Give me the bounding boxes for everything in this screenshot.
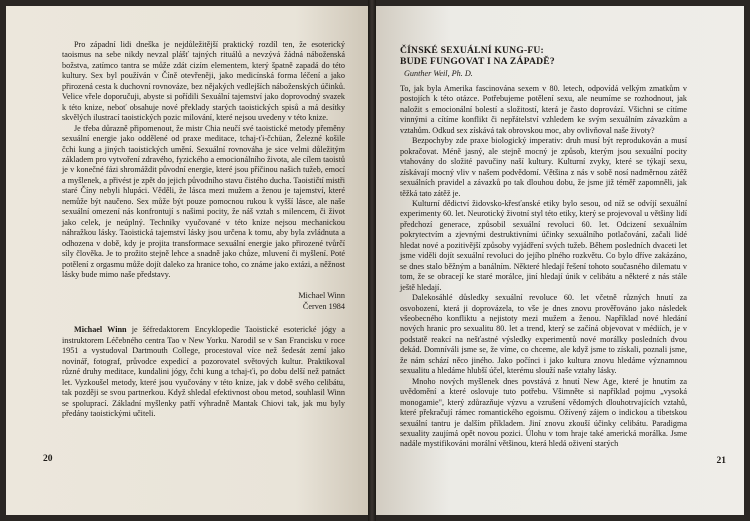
page-number-left: 20	[43, 454, 53, 464]
right-text-column	[400, 84, 687, 450]
chapter-author: Gunther Weil, Ph. D.	[404, 69, 473, 78]
signature-date: Červen 1984	[302, 301, 345, 311]
right-paragraph-1: To, jak byla Amerika fascinována sexem v 80. letech, odpovídá velkým zmatkům v postojích k této otázce. Potřebujeme potělení sexu, ale neumíme se rozhodnout, jak naložit s emocionální bolestí a složitostí, která je často doprovází. Všichni se cítíme vinnými a cítíme konflikt či nepřátelství vzhledem ke svým sexuálním závazkům a vztahům. Odkud sex získává tak obrovskou moc, aby ovlivňoval naše životy?	[400, 84, 687, 135]
signature-name: Michael Winn	[298, 291, 345, 301]
chapter-title-line-2: BUDE FUNGOVAT I NA ZÁPADĚ?	[400, 56, 555, 67]
right-paragraph-2: Bezpochyby zde praxe biologický imperativ: druh musí být reprodukován a musí pokračovat. Méně jasný, ale stejně mocný je způsob, kterým jsou sexuální pocity vtahovány do složité pavučiny naší kultury. Kulturní zvyky, které se týkají sexu, získávají mocný vliv v našem podvědomí. Většina z nás v sobě nosí nadměrnou zátěž sexuálních pravidel a závazků po tak dlouhou dobu, že jsme již téměř zapomněli, jak těžká tato zátěž je.	[400, 136, 687, 198]
chapter-title	[400, 45, 700, 67]
bio-text: je šéfredaktorem Encyklopedie Taoistické esoterické jógy a instruktorem Léčebného centra Tao v New Yorku. Narodil se v San Francisku v roce 1951 a vystudoval Dartmouth College, procestoval více než šedesát zemí jako novinář, fotograf, průvodce expedicí a pozorovatel světových kultur. Praktikoval různé druhy meditace, kundalini jógy, čchi kung a tchaj-ťi, po dobu delší než patnáct let. Vyzkoušel metody, které jsou vyučovány v této knize, jak v době svého celibátu, tak později se svou partnerkou. Když shledal efektivnost obou metod, souhlasil Winn se spoluprací. Základní myšlenky patří výhradně Mantak Chiovi tak, jak mu byly předány taoistickými učiteli.	[62, 325, 345, 418]
bio-name: Michael Winn	[74, 325, 127, 335]
left-paragraph-1: Pro západní lidi dneška je nejdůležitější praktický rozdíl ten, že esoterický taoismus na sebe nikdy nevzal plášť tajných rituálů a nevzývá žádná náboženská božstva, zatímco tantra se může zdát cizím elementem, který špatně zapadá do této kultury. Sex byl používán v Číně otevřeněji, jako medicínská forma léčení a jako přirozená cesta k duchovní rovnováze, bez nějakých vedlejších náboženských účinků. Velice vřele doporučuji, abyste si pořídili Sexuální tajemství jako doprovodný svazek k této knize, neboť obsahuje nové překlady starých taoistických spisů a má desítky skvělých ilustrací taoistických pozic milování, které nejsou uvedeny v této knize.	[62, 40, 345, 123]
right-paragraph-3: Kulturní dědictví židovsko-křesťanské etiky bylo sesou, od níž se odvíjí sexuální experimenty 60. let. Neurotický životní styl této etiky, který se projevoval u většiny lidí předchozí generace, způsobil sexuální revoluci 60. let. Odcizení sexuálním pokrytectvím a zjevnými destruktivními účinky sexuálního potlačování, začali lidé hledat nové a pozitivější způsoby vyjádření svých tužeb. Během posledních dvaceti let jsme viděli dojít sexuální revoluci do jejího plného rozkvětu. Co bylo dříve zakázáno, se dnes stalo běžným a banálním. Některé hledají řešení tohoto současného dilematu v tom, že se obracejí ke staré morálce, jiní hledají únik v celibátu a některé z nás stále ještě hledají.	[400, 198, 687, 292]
right-paragraph-5: Mnoho nových myšlenek dnes povstává z hnutí New Age, které je hnutím za uvědomění a které oslovuje tuto potřebu. Všimněte si například pojmu „vysoká monogamie", který zdůrazňuje výzvu a vzrušení vědomých dlouhotrvajících vztahů, které překračují rámec romantického egoismu. Ožívený zájem o indickou a tibetskou sexuální tantru je dalším příkladem. Jiní znovu zkouší účinky celibátu. Paradigma sexuality zaujímá opět novou pozici. Úlohu v tom hraje také americká morálka. Jsme nadále mystifikováni morální většinou, která hledá oživení starých	[400, 376, 687, 449]
left-page	[6, 6, 368, 515]
right-paragraph-4: Dalekosáhlé důsledky sexuální revoluce 60. let včetně různých hnutí za osvobození, která ji doprovázela, to vše je dnes znovu prověřováno jako následek všeobecného konfliktu a nejistoty mezi mužem a ženou. Například nové hledání nových hranic pro sexualitu 80. let a trend, který se začíná objevovat v médiích, je v podstatě reakcí na nešťastné výsledky experimentů nové morálky posledních dvou dekád. Domníváli jsme se, že víme, co chceme, ale když jsme to získali, poznali jsme, že nám schází něco jiného. Jako počínci i jako kultura znovu hledáme významnou sexualitu a hledáme hlubší účel, kterému slouží naše vztahy lásky.	[400, 293, 687, 376]
chapter-title-line-1: ČÍNSKÉ SEXUÁLNÍ KUNG-FU:	[400, 45, 544, 56]
left-paragraph-2: Je třeba důrazně připomenout, že mistr Chia neučí své taoistické metody přeměny sexuální energie jako oddělené od praxe meditace, tchaj-ťi-čchüan, Železné košile čchi kung a jiných taoistických umění. Sexuální rovnováha je sice velmi důležitým základem pro vytvoření zdravého, fyzického a emocionálního života, ale cílem taoistů je v konečné fázi shromáždit původní energie, které jsou příčinou našich tužeb, emocí a myšlenek, a přivést je zpět do jejich původního stavu čistého ducha. Taoističtí mistři staré Číny nebyli hlupáci. Věděli, že lásca mezi mužem a ženou je tajemství, které nemůže být naučeno. Sex může být pouze pomocnou rukou k vyšší lásce, ale naše sexuální omezení nás konfrontují s našimi pocity, že náš vztah s milencem, či život jako celek, je neúplný. Techniky vyučované v této knize nejsou mechanickou náhražkou lásky. Taoistická tajemství lásky jsou určena k tomu, aby byla zvládnuta a odhozena v době, kdy je projita transformace sexuální energie jako přirozené tvůrčí síly člověka. Je to prožito stejně lehce a snadně jako chůze, mluvení či myšlení. Poté potělení z orgasmu může dojít daleko za hranice toho, co známe jako extázi, a něžnost lásky bude mimo naše představy.	[62, 123, 345, 279]
right-page	[376, 6, 744, 515]
left-text-column	[62, 40, 345, 419]
book-gutter	[368, 0, 376, 521]
page-number-right: 21	[716, 456, 726, 466]
author-bio	[62, 325, 345, 419]
